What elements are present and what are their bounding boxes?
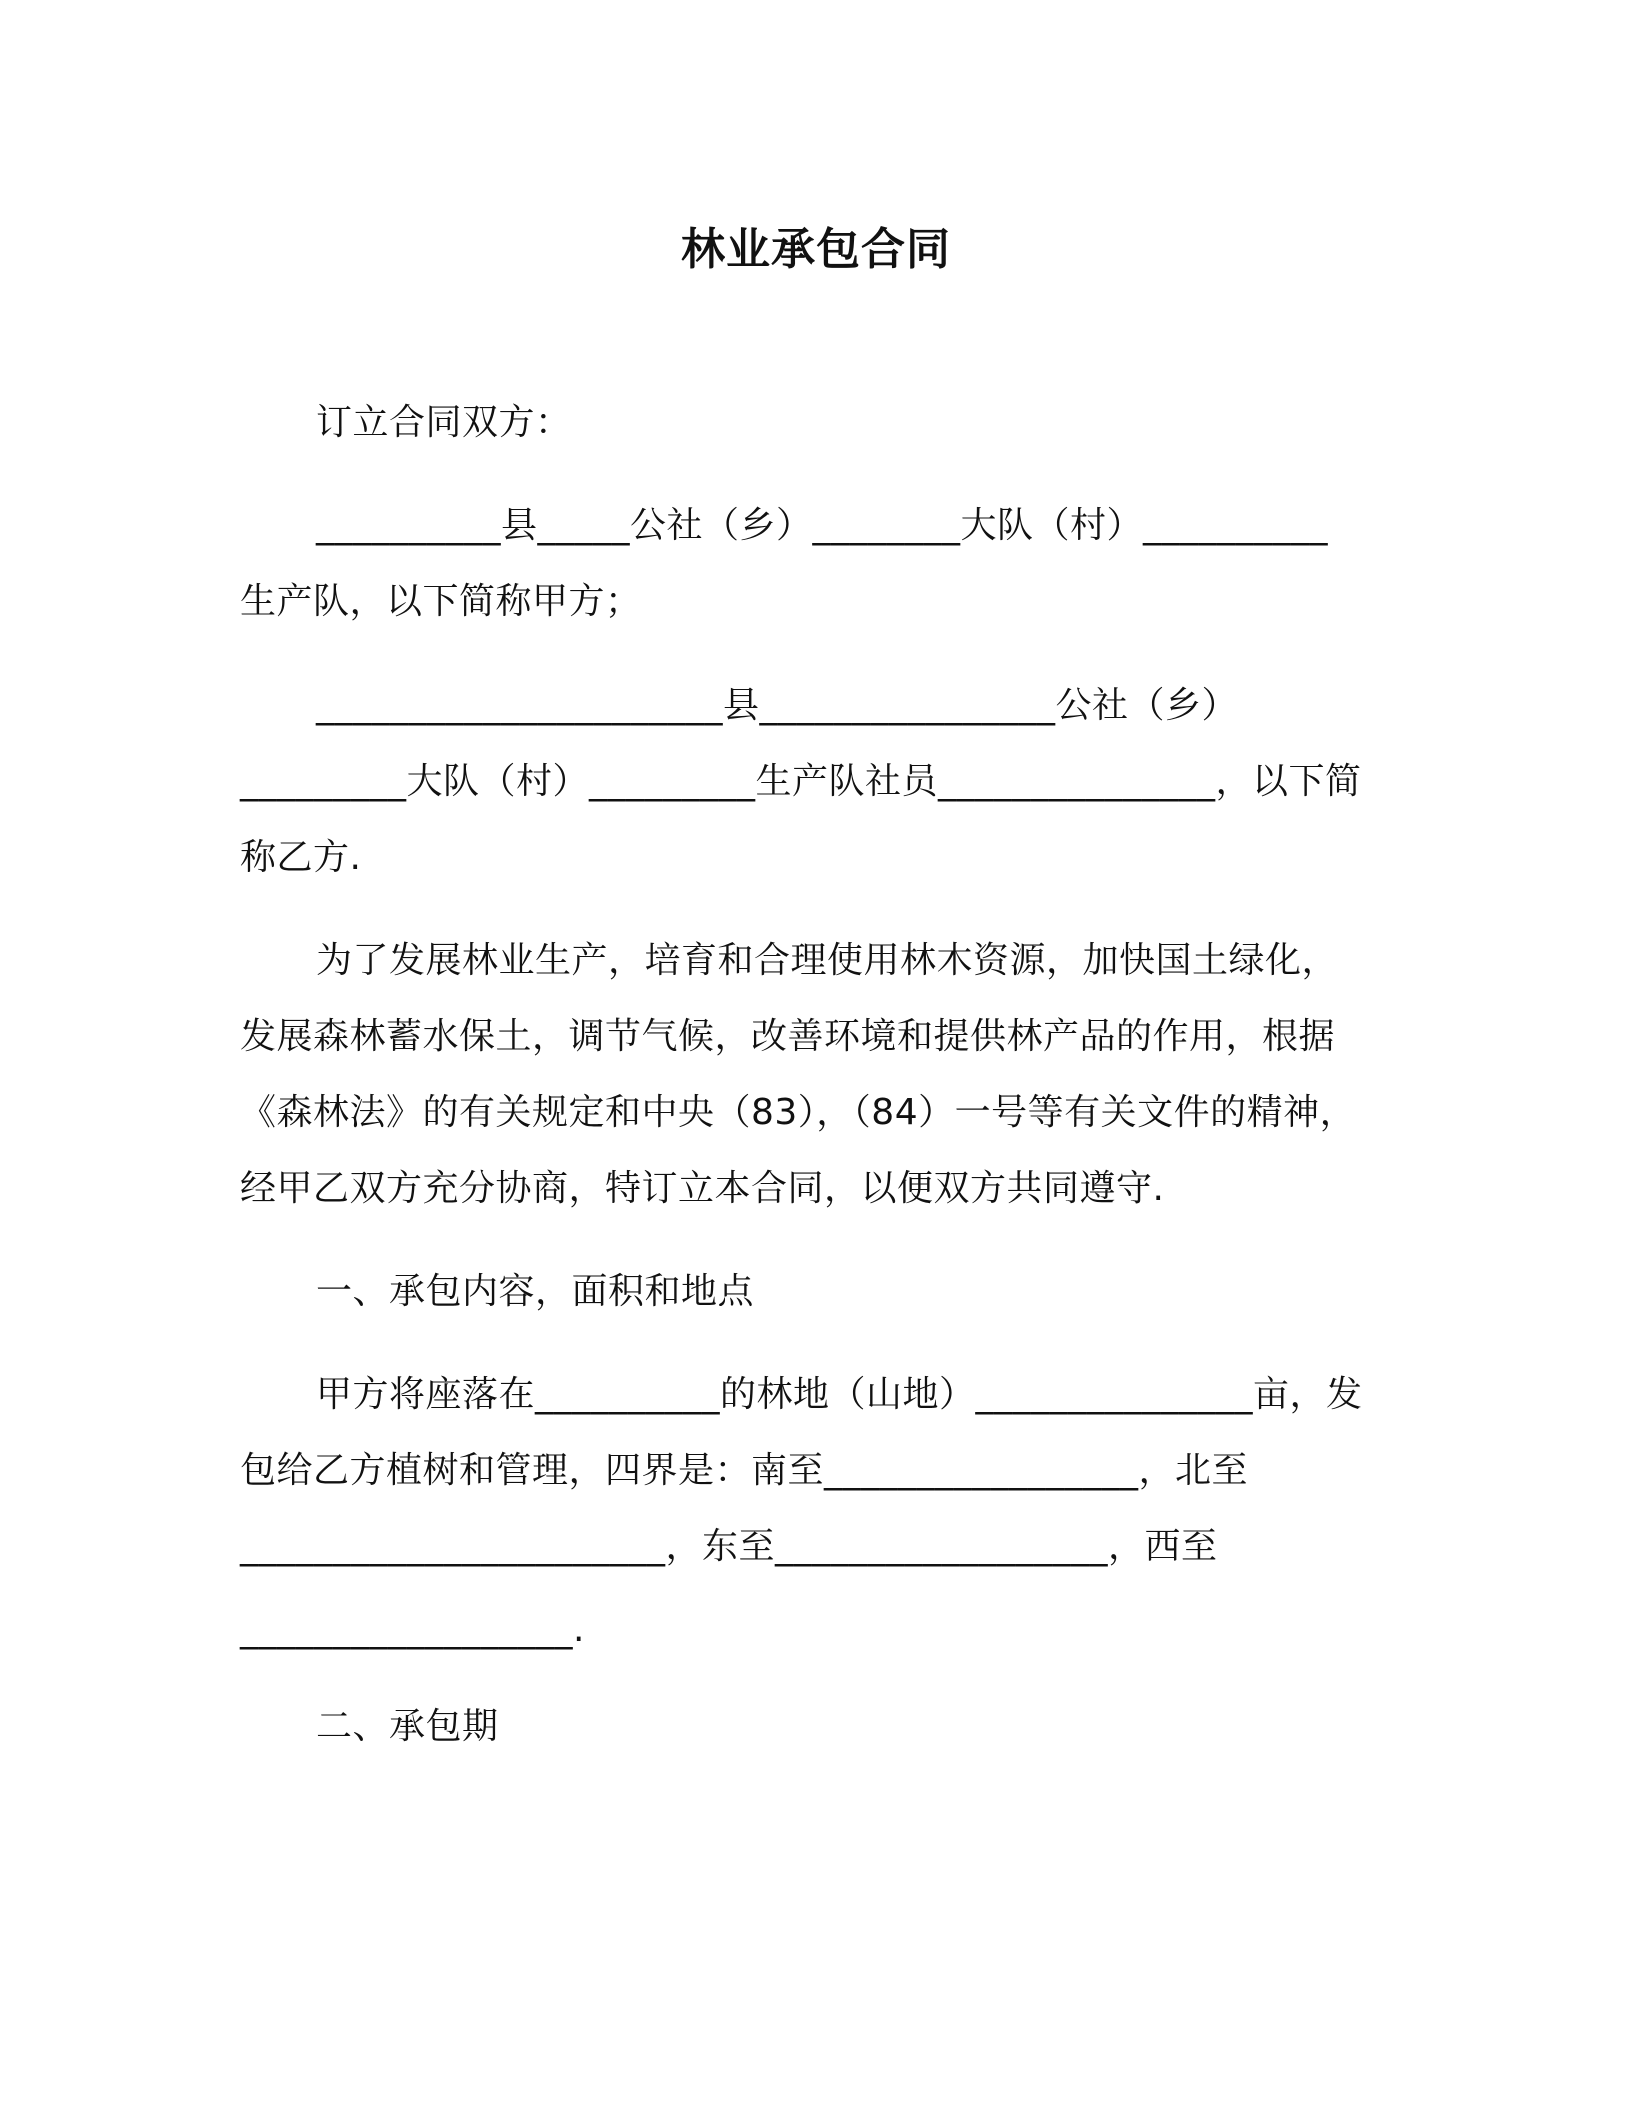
party-b-line-1: ______________________县________________公社（乡） <box>316 685 1239 726</box>
section-1-heading: 一、承包内容，面积和地点 <box>316 1271 755 1312</box>
purpose-line-2: 发展森林蓄水保土，调节气候，改善环境和提供林产品的作用，根据 <box>240 1016 1336 1057</box>
section-1-line-2: 包给乙方植树和管理，四界是：南至_________________，北至 <box>240 1450 1249 1491</box>
party-b-line-2: _________大队（村）_________生产队社员_______________，以下简 <box>240 761 1362 802</box>
section-1-line-3: _______________________，东至__________________，西至 <box>240 1526 1218 1567</box>
purpose-line-4: 经甲乙双方充分协商，特订立本合同，以便双方共同遵守. <box>240 1168 1165 1209</box>
purpose-line-1: 为了发展林业生产，培育和合理使用林木资源，加快国土绿化， <box>316 940 1339 981</box>
party-a-line-1: __________县_____公社（乡）________大队（村）__________ <box>316 505 1329 546</box>
purpose-line-3: 《森林法》的有关规定和中央（83），（84）一号等有关文件的精神， <box>240 1092 1357 1133</box>
party-intro: 订立合同双方： <box>316 402 572 443</box>
section-2-heading: 二、承包期 <box>316 1706 499 1747</box>
document-title: 林业承包合同 <box>681 224 951 275</box>
section-1-line-4: __________________. <box>240 1609 585 1650</box>
party-b-line-3: 称乙方. <box>240 837 362 878</box>
party-a-line-2: 生产队，以下简称甲方； <box>240 581 642 622</box>
section-1-line-1: 甲方将座落在__________的林地（山地）_______________亩，发 <box>316 1374 1363 1415</box>
